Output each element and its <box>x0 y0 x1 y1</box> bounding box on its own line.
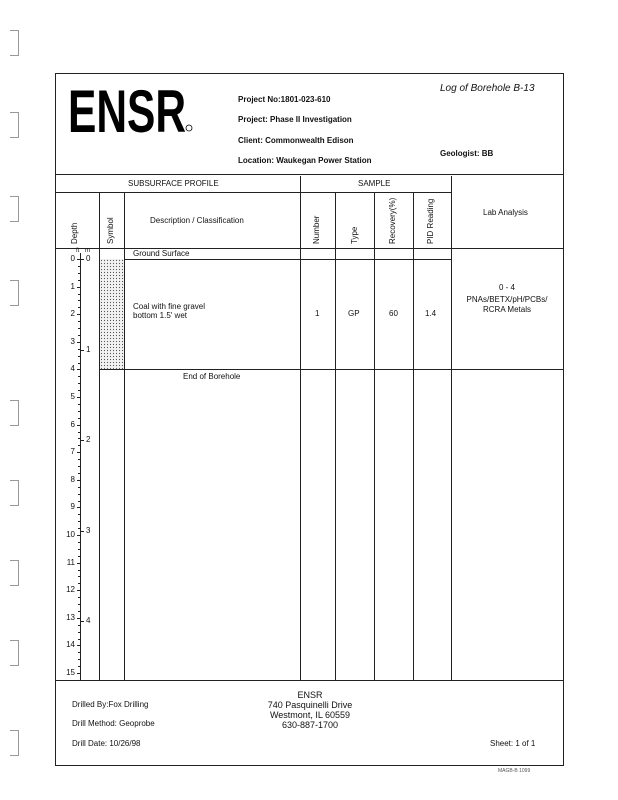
company-address-2: Westmont, IL 60559 <box>269 710 351 720</box>
depth-minor-tick <box>78 321 80 322</box>
depth-m-label: 1 <box>86 344 91 354</box>
depth-m-tick <box>80 440 84 441</box>
binder-mark <box>10 112 19 138</box>
depth-minor-tick <box>78 528 80 529</box>
depth-minor-tick <box>78 363 80 364</box>
depth-ft-tick <box>77 480 81 481</box>
depth-minor-tick <box>78 266 80 267</box>
svg-text:ENSR: ENSR <box>68 78 186 145</box>
depth-minor-tick <box>78 432 80 433</box>
depth-ft-label: 6 <box>70 419 75 429</box>
depth-ft-label: 1 <box>70 281 75 291</box>
depth-ft-tick <box>77 535 81 536</box>
depth-minor-tick <box>78 404 80 405</box>
location: Location: Waukegan Power Station <box>238 156 372 165</box>
depth-minor-tick <box>78 494 80 495</box>
depth-minor-tick <box>78 597 80 598</box>
sheet-number: Sheet: 1 of 1 <box>490 739 536 748</box>
sample-recovery: 60 <box>389 309 398 318</box>
log-sheet-border <box>55 73 564 766</box>
depth-m-label: 3 <box>86 525 91 535</box>
depth-ft-tick <box>77 507 81 508</box>
depth-minor-tick <box>78 383 80 384</box>
depth-ft-label: 10 <box>66 530 75 539</box>
depth-m-tick <box>80 259 84 260</box>
depth-m-tick <box>80 621 84 622</box>
depth-ft-tick <box>77 590 81 591</box>
lab-analysis-depth: 0 - 4 <box>498 283 515 292</box>
ensr-logo <box>68 78 192 145</box>
depth-ft-tick <box>77 397 81 398</box>
depth-ft-label: 12 <box>66 585 75 595</box>
description-line-1: Coal with fine gravel <box>133 302 206 311</box>
geologist: Geologist: BB <box>440 149 494 158</box>
depth-minor-tick <box>78 445 80 446</box>
depth-minor-tick <box>78 583 80 584</box>
company-name: ENSR <box>297 690 323 700</box>
project-number: Project No:1801-023-610 <box>238 95 331 104</box>
drill-method: Drill Method: Geoprobe <box>72 719 155 728</box>
binder-mark <box>10 480 19 506</box>
depth-minor-tick <box>78 300 80 301</box>
depth-minor-tick <box>78 473 80 474</box>
depth-minor-tick <box>78 376 80 377</box>
depth-ft-label: 0 <box>70 254 75 263</box>
depth-minor-tick <box>78 639 80 640</box>
project-name: Project: Phase II Investigation <box>238 115 352 124</box>
lab-analysis-column-header: Lab Analysis <box>483 208 528 217</box>
depth-ft-label: 2 <box>70 309 75 319</box>
lab-analysis-line-2: PNAs/BETX/pH/PCBs/ <box>466 295 548 304</box>
drill-date: Drill Date: 10/26/98 <box>72 739 141 748</box>
depth-ft-label: 13 <box>66 612 75 622</box>
sample-number: 1 <box>315 309 320 318</box>
depth-ft-label: 8 <box>70 474 75 484</box>
depth-ft-tick <box>77 618 81 619</box>
number-column-header: Number <box>312 215 321 244</box>
depth-minor-tick <box>78 273 80 274</box>
depth-minor-tick <box>78 487 80 488</box>
depth-ft-tick <box>77 287 81 288</box>
depth-m-label: 4 <box>86 616 91 626</box>
document-stamp: MAGB-B 1099 <box>498 768 531 774</box>
depth-ft-tick <box>77 425 81 426</box>
depth-minor-tick <box>78 307 80 308</box>
depth-minor-tick <box>78 418 80 419</box>
depth-minor-tick <box>78 466 80 467</box>
pid-reading: 1.4 <box>425 309 437 318</box>
binder-mark <box>10 400 19 426</box>
depth-ft-tick <box>77 369 81 370</box>
depth-minor-tick <box>78 335 80 336</box>
depth-m-label: 2 <box>86 435 91 445</box>
binder-mark <box>10 196 19 222</box>
depth-ft-label: 5 <box>70 392 75 401</box>
depth-unit-ft: ft <box>76 248 80 254</box>
sample-header: SAMPLE <box>358 179 391 188</box>
depth-unit-m: m <box>85 248 90 254</box>
depth-ft-label: 9 <box>70 502 75 512</box>
depth-minor-tick <box>78 501 80 502</box>
depth-minor-tick <box>78 411 80 412</box>
symbol-column-header: Symbol <box>106 217 115 244</box>
depth-ft-label: 3 <box>70 336 75 346</box>
depth-minor-tick <box>78 459 80 460</box>
company-phone: 630-887-1700 <box>281 720 339 730</box>
depth-minor-tick <box>78 659 80 660</box>
depth-ft-tick <box>77 314 81 315</box>
depth-minor-tick <box>78 549 80 550</box>
subsurface-profile-header: SUBSURFACE PROFILE <box>128 179 219 188</box>
depth-ft-label: 4 <box>70 364 75 374</box>
binder-mark <box>10 560 19 586</box>
depth-minor-tick <box>78 666 80 667</box>
ground-surface-label: Ground Surface <box>133 249 190 258</box>
depth-minor-tick <box>78 280 80 281</box>
depth-minor-tick <box>78 328 80 329</box>
depth-minor-tick <box>78 356 80 357</box>
depth-ft-tick <box>77 563 81 564</box>
depth-minor-tick <box>78 570 80 571</box>
description-column-header: Description / Classification <box>150 216 244 225</box>
company-address-1: 740 Pasquinelli Drive <box>267 700 353 710</box>
recovery-column-header: Recovery(%) <box>388 197 397 244</box>
client: Client: Commonwealth Edison <box>238 136 354 145</box>
depth-m-tick <box>80 531 84 532</box>
depth-ft-tick <box>77 452 81 453</box>
drilled-by: Drilled By:Fox Drilling <box>72 700 149 709</box>
binder-mark <box>10 30 19 56</box>
binder-mark <box>10 640 19 666</box>
depth-minor-tick <box>78 390 80 391</box>
depth-minor-tick <box>78 611 80 612</box>
depth-ft-tick <box>77 673 81 674</box>
depth-minor-tick <box>78 576 80 577</box>
binder-mark <box>10 280 19 306</box>
depth-ft-tick <box>77 342 81 343</box>
type-column-header: Type <box>350 226 359 244</box>
log-title: Log of Borehole B-13 <box>440 83 535 94</box>
depth-ft-label: 7 <box>70 447 75 457</box>
depth-minor-tick <box>78 632 80 633</box>
sample-type: GP <box>348 309 360 318</box>
description-line-2: bottom 1.5' wet <box>133 311 187 320</box>
depth-ft-label: 11 <box>66 557 75 567</box>
depth-ft-label: 14 <box>66 640 75 650</box>
depth-minor-tick <box>78 604 80 605</box>
coal-gravel-symbol <box>100 259 124 369</box>
depth-minor-tick <box>78 542 80 543</box>
depth-m-label: 0 <box>86 254 91 263</box>
depth-minor-tick <box>78 652 80 653</box>
depth-minor-tick <box>78 556 80 557</box>
depth-scale-axis <box>80 253 81 680</box>
depth-minor-tick <box>78 294 80 295</box>
binder-mark <box>10 730 19 756</box>
depth-column-header: Depth <box>70 222 79 244</box>
end-of-borehole: End of Borehole <box>183 372 241 381</box>
depth-minor-tick <box>78 521 80 522</box>
depth-minor-tick <box>78 625 80 626</box>
lab-analysis-line-3: RCRA Metals <box>482 305 531 314</box>
depth-m-tick <box>80 350 84 351</box>
depth-ft-label: 15 <box>66 668 75 677</box>
depth-ft-tick <box>77 645 81 646</box>
pid-reading-column-header: PID Reading <box>426 198 435 244</box>
depth-minor-tick <box>78 514 80 515</box>
